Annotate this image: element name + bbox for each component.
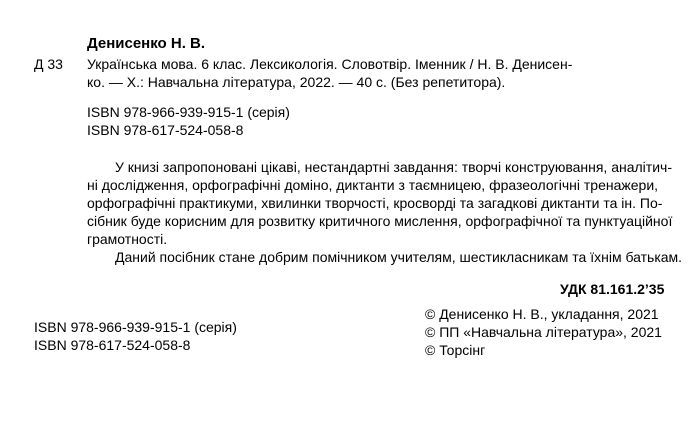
annotation-line: сібник буде корисним для розвитку критичного мислення, орфографічної та пунктуаційної: [87, 213, 673, 229]
copyright-line: © ПП «Навчальна література», 2021: [425, 324, 662, 340]
classification-code: Д 33: [34, 56, 63, 72]
annotation-line: ні дослідження, орфографічні доміно, диктанти з таємницею, фразеологічні тренажери,: [87, 177, 659, 193]
annotation-line: Даний посібник стане добрим помічником учителям, шестикласникам та їхнім батькам.: [115, 249, 683, 265]
isbn-line: ISBN 978-617-524-058-8: [34, 337, 191, 353]
copyright-line: © Торсінг: [425, 342, 486, 358]
bibliographic-description: [87, 55, 687, 91]
author-heading: Денисенко Н. В.: [87, 35, 206, 52]
isbn-block-bottom: [34, 318, 237, 354]
isbn-line: ISBN 978-966-939-915-1 (серія): [34, 319, 237, 335]
annotation-line: У книзі запропоновані цікаві, нестандартні завдання: творчі конструювання, аналітич-: [115, 159, 672, 175]
udk-code: УДК 81.161.2’35: [560, 281, 665, 297]
isbn-block-top: [87, 103, 290, 139]
isbn-line: ISBN 978-617-524-058-8: [87, 122, 244, 138]
annotation-line: орфографічні практикуми, хвилинки творчості, кросворді та загадкові диктанти та ін. По-: [87, 195, 663, 211]
copyright-block: [425, 305, 662, 359]
copyright-line: © Денисенко Н. В., укладання, 2021: [425, 306, 659, 322]
annotation-line: грамотності.: [87, 231, 168, 247]
annotation: [87, 158, 687, 266]
bibliographic-line: ко. — Х.: Навчальна література, 2022. — 40 с. (Без репетитора).: [87, 74, 506, 90]
bibliographic-line: Українська мова. 6 клас. Лексикологія. Словотвір. Іменник / Н. В. Денисен-: [87, 56, 573, 72]
isbn-line: ISBN 978-966-939-915-1 (серія): [87, 104, 290, 120]
